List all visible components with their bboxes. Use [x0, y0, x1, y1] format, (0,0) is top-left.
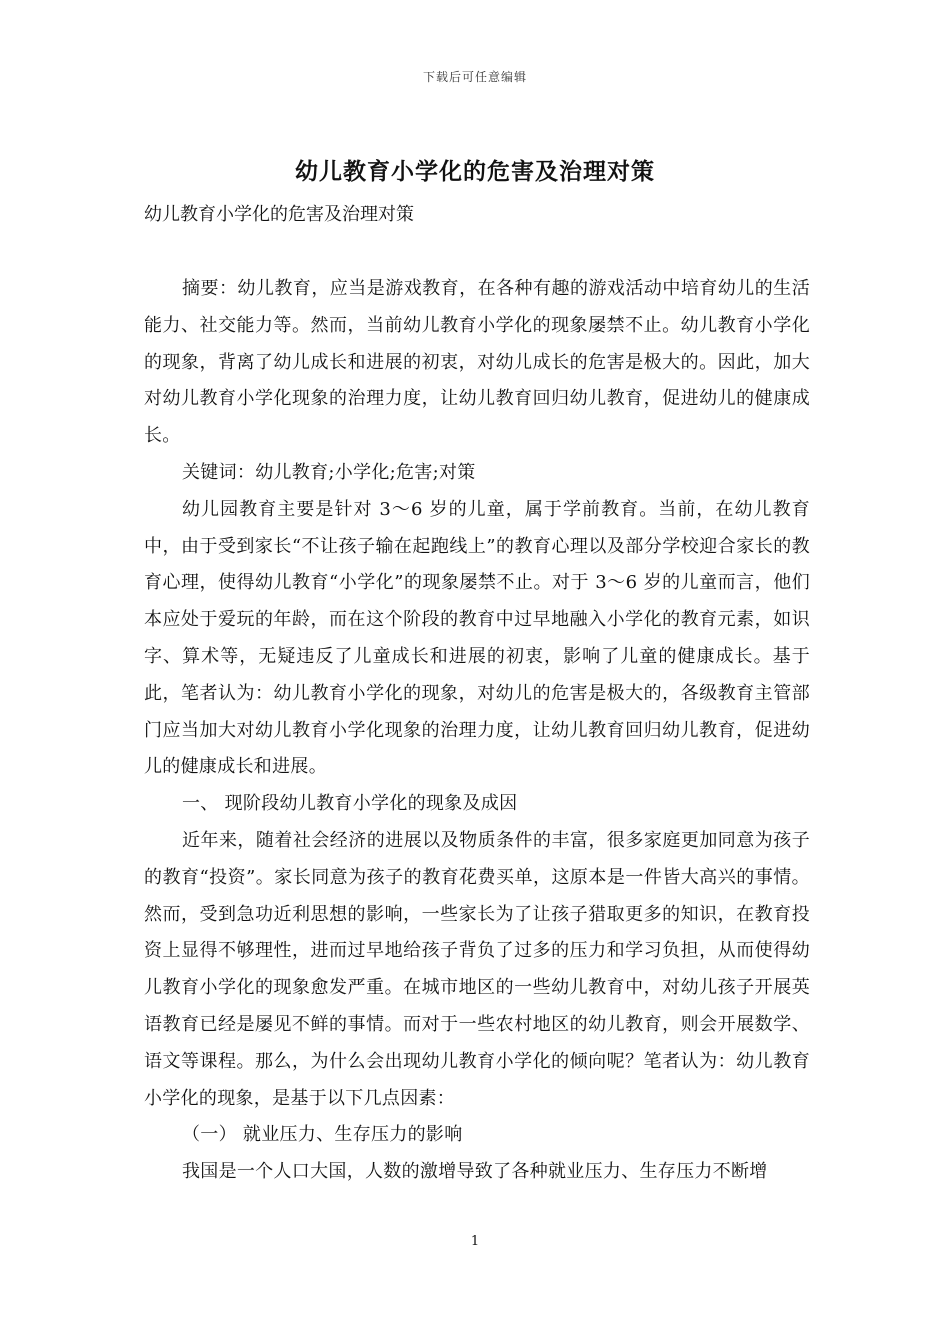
document-subtitle: 幼儿教育小学化的危害及治理对策 [144, 204, 414, 225]
keywords-paragraph: 关键词：幼儿教育;小学化;危害;对策 [182, 461, 476, 483]
abstract-paragraph: 摘要：幼儿教育，应当是游戏教育，在各种有趣的游戏活动中培育幼儿的生活能力、社交能力等。然而，当前幼儿教育小学化的现象屡禁不止。幼儿教育小学化的现象，背离了幼儿成长和进展的初衷，对幼儿成长的危害是极大的。因此，加大对幼儿教育小学化现象的治理力度，让幼儿教育回归幼儿教育，促进幼儿的健康成长。 [144, 278, 810, 447]
section-heading-1: 一、 现阶段幼儿教育小学化的现象及成因 [182, 793, 518, 815]
subsection-1-paragraph: 我国是一个人口大国，人数的激增导致了各种就业压力、生存压力不断增 [182, 1161, 768, 1183]
intro-paragraph: 幼儿园教育主要是针对 3～6 岁的儿童，属于学前教育。当前，在幼儿教育中，由于受到家长“不让孩子输在起跑线上”的教育心理以及部分学校迎合家长的教育心理，使得幼儿教育“小学化”的现象屡禁不止。对于 3～6 岁的儿童而言，他们本应处于爱玩的年龄，而在这个阶段的教育中过早地融入小学化的教育元素，如识字、算术等，无疑违反了儿童成长和进展的初衷，影响了儿童的健康成长。基于此，笔者认为：幼儿教育小学化的现象，对幼儿的危害是极大的，各级教育主管部门应当加大对幼儿教育小学化现象的治理力度，让幼儿教育回归幼儿教育，促进幼儿的健康成长和进展。 [144, 498, 810, 778]
document-title: 幼儿教育小学化的危害及治理对策 [295, 158, 655, 185]
subsection-heading-1: （一） 就业压力、生存压力的影响 [182, 1124, 463, 1146]
section-1-paragraph: 近年来，随着社会经济的进展以及物质条件的丰富，很多家庭更加同意为孩子的教育“投资”。家长同意为孩子的教育花费买单，这原本是一件皆大高兴的事情。然而，受到急功近利思想的影响，一些家长为了让孩子猎取更多的知识，在教育投资上显得不够理性，进而过早地给孩子背负了过多的压力和学习负担，从而使得幼儿教育小学化的现象愈发严重。在城市地区的一些幼儿教育中，对幼儿孩子开展英语教育已经是屡见不鲜的事情。而对于一些农村地区的幼儿教育，则会开展数学、语文等课程。那么，为什么会出现幼儿教育小学化的倾向呢？笔者认为：幼儿教育小学化的现象，是基于以下几点因素： [144, 829, 810, 1109]
page-number: 1 [470, 1234, 480, 1249]
page-header-note: 下载后可任意编辑 [422, 70, 527, 84]
document-body [144, 271, 810, 1191]
